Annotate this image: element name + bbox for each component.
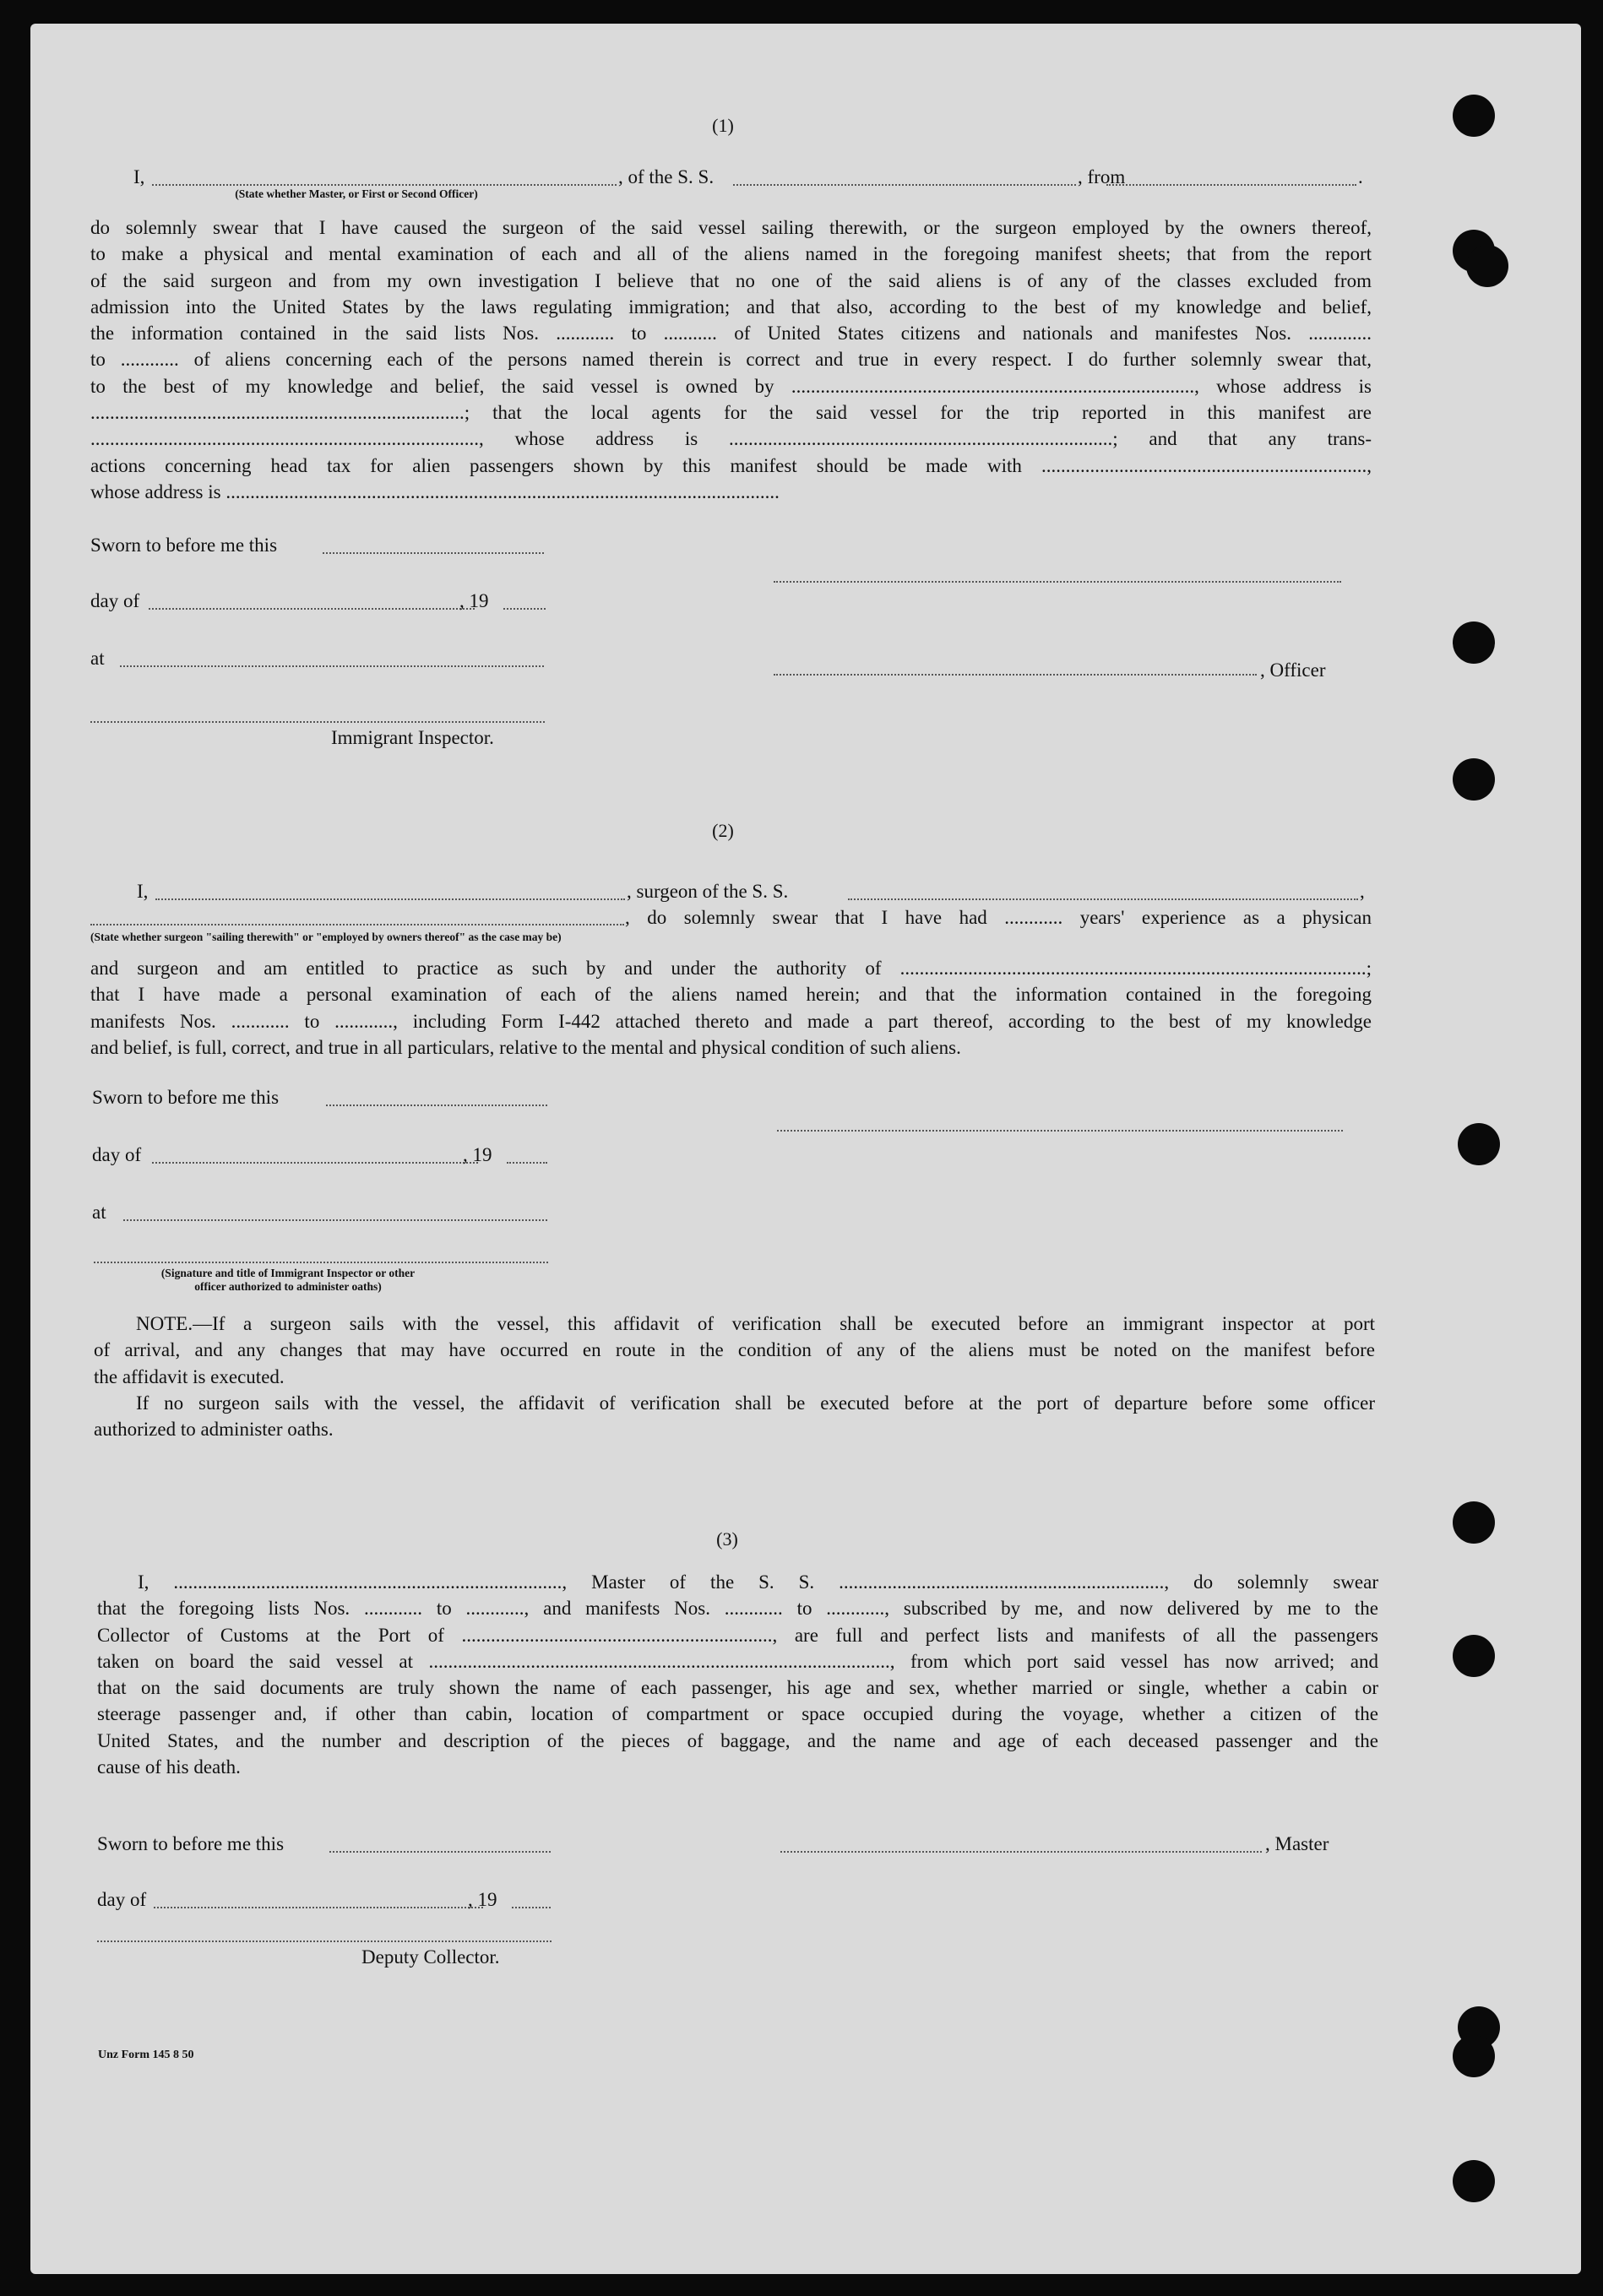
line-end-comma: , bbox=[1360, 881, 1365, 902]
sworn-label-1: Sworn to before me this bbox=[90, 535, 278, 556]
section-1-number: (1) bbox=[712, 115, 734, 136]
form-number: Unz Form 145 8 50 bbox=[98, 2049, 194, 2061]
year-label-2: , 19 bbox=[463, 1144, 492, 1165]
day-of-field-3[interactable] bbox=[154, 1907, 483, 1908]
sworn-label-3: Sworn to before me this bbox=[97, 1833, 285, 1854]
punch-hole bbox=[1453, 95, 1495, 137]
note-paragraph: NOTE.—If a surgeon sails with the vessel, this affidavit of verification shall be executed before an immigrant inspector at port of arrival, and any changes that may have occurred en route in the condition of any of the aliens must be noted on the manifest before the affidavit is executed. bbox=[94, 1313, 1375, 1387]
form-sheet bbox=[30, 24, 1581, 2274]
surgeon-name-field[interactable] bbox=[155, 898, 625, 900]
deputy-collector-label: Deputy Collector. bbox=[361, 1946, 500, 1968]
officer-label: , Officer bbox=[1260, 659, 1326, 681]
day-of-field-2[interactable] bbox=[152, 1162, 478, 1164]
master-name-field[interactable] bbox=[152, 184, 617, 186]
day-of-field-1[interactable] bbox=[149, 608, 475, 610]
officer-title-line[interactable] bbox=[774, 674, 1257, 676]
punch-hole bbox=[1466, 245, 1508, 287]
from-label: , from bbox=[1078, 166, 1126, 187]
surgeon-of-ss-label: , surgeon of the S. S. bbox=[627, 881, 789, 902]
at-place-field-1[interactable] bbox=[120, 665, 544, 667]
surgeon-status-caption: (State whether surgeon "sailing therewith" or "employed by owners thereof" as the case may be) bbox=[90, 931, 562, 943]
punch-hole bbox=[1453, 2035, 1495, 2077]
at-label-1: at bbox=[90, 648, 105, 669]
section-2-number: (2) bbox=[712, 820, 734, 841]
punch-hole bbox=[1453, 621, 1495, 664]
from-port-field[interactable] bbox=[1106, 184, 1356, 186]
officer-rank-caption: (State whether Master, or First or Second Officer) bbox=[235, 187, 478, 200]
surgeon-vessel-field[interactable] bbox=[848, 898, 1358, 900]
line-end-period: . bbox=[1358, 166, 1363, 187]
sworn-date-field-2[interactable] bbox=[326, 1105, 547, 1106]
day-of-label-3: day of bbox=[97, 1889, 147, 1910]
year-field-3[interactable] bbox=[512, 1907, 551, 1908]
sworn-date-field-3[interactable] bbox=[329, 1851, 551, 1853]
year-field-1[interactable] bbox=[503, 608, 546, 610]
inspector-signature-line-1[interactable] bbox=[90, 721, 545, 723]
of-ss-label: , of the S. S. bbox=[618, 166, 715, 187]
vessel-name-field[interactable] bbox=[733, 184, 1076, 186]
inspector-signature-line-2[interactable] bbox=[777, 1130, 1343, 1132]
at-place-field-2[interactable] bbox=[123, 1219, 547, 1221]
section-2-body: and surgeon and am entitled to practice as such by and under the authority of ................................................................................................; that I have made a personal examination of each of the aliens named herein; and that the information contained in the foregoing manifests Nos. ............ to ............, including Form I-442 attached thereto and made a part thereof, according to the best of my knowledge and belief, is full, correct, and true in all particulars, relative to the mental and physical condition of such aliens. bbox=[90, 958, 1372, 1058]
immigrant-inspector-label: Immigrant Inspector. bbox=[331, 727, 494, 748]
punch-hole bbox=[1458, 1123, 1500, 1165]
section-3-body: I, ................................................................................, Master of the S. S. ..................................................................., do solemnly swear that the foregoing lists Nos. ............ to ............, and manifests Nos. ............ to ............, subscribed by me, and now delivered by me to the Collector of Customs at the Port of ................................................................, are full and perfect lists and manifests of all the passengers taken on board the said vessel at ..............................................................................................., from which port said vessel has now arrived; and that on the said documents are truly shown the name of each passenger, his age and sex, whether married or single, whether a cabin or steerage passenger and, if other than cabin, location of compartment or space occupied during the voyage, whether a citizen of the United States, and the number and description of the pieces of baggage, and the name and age of each deceased passenger and the cause of his death. bbox=[97, 1571, 1378, 1778]
collector-signature-line[interactable] bbox=[97, 1940, 552, 1942]
inspector-signature-line-3[interactable] bbox=[94, 1262, 548, 1263]
master-label: , Master bbox=[1265, 1833, 1329, 1854]
punch-hole bbox=[1453, 1501, 1495, 1544]
officer-signature-line[interactable] bbox=[774, 581, 1341, 583]
sworn-date-field-1[interactable] bbox=[323, 552, 544, 554]
year-field-2[interactable] bbox=[507, 1162, 547, 1164]
punch-hole bbox=[1453, 758, 1495, 801]
surgeon-experience-line: , do solemnly swear that I have had ............ years' experience as a physican bbox=[625, 907, 1372, 928]
day-of-label-1: day of bbox=[90, 590, 140, 611]
section-3-number: (3) bbox=[716, 1528, 738, 1550]
punch-hole bbox=[1453, 2160, 1495, 2202]
surgeon-status-field[interactable] bbox=[90, 924, 624, 925]
year-label-3: , 19 bbox=[468, 1889, 497, 1910]
master-signature-line[interactable] bbox=[780, 1851, 1262, 1853]
note-paragraph-2: If no surgeon sails with the vessel, the affidavit of verification shall be executed before at the port of departure before some officer authorized to administer oaths. bbox=[94, 1392, 1375, 1441]
signature-caption: (Signature and title of Immigrant Inspector or other officer authorized to administer oaths) bbox=[160, 1267, 416, 1293]
punch-hole bbox=[1453, 1635, 1495, 1677]
year-label-1: , 19 bbox=[459, 590, 489, 611]
section-1-i: I, bbox=[133, 166, 145, 187]
section-1-body: do solemnly swear that I have caused the surgeon of the said vessel sailing therewith, or the surgeon employed by the owners thereof, to make a physical and mental examination of each and all of the aliens named in the foregoing manifest sheets; that from the report of the said surgeon and from my own investigation I believe that no one of the said aliens is of any of the classes excluded from admission into the United States by the laws regulating immigration; and that also, according to the best of my knowledge and belief, the information contained in the said lists Nos. ............ to ........... of United States citizens and nationals and manifestes Nos. ............. to ............ of aliens concerning each of the persons named therein is correct and true in every respect. I do further solemnly swear that, to the best of my knowledge and belief, the said vessel is owned by ..................................................................................., whose address is .............................................................................; that the local agents for the said vessel for the trip reported in this manifest are ................................................................................, whose address is ...............................................................................; and that any trans- actions concerning head tax for alien passengers shown by this manifest should be made with ..................................................................., whose address is .................................................................................................................. bbox=[90, 217, 1372, 502]
day-of-label-2: day of bbox=[92, 1144, 142, 1165]
section-2-i: I, bbox=[137, 881, 149, 902]
sworn-label-2: Sworn to before me this bbox=[92, 1087, 280, 1108]
at-label-2: at bbox=[92, 1202, 106, 1223]
